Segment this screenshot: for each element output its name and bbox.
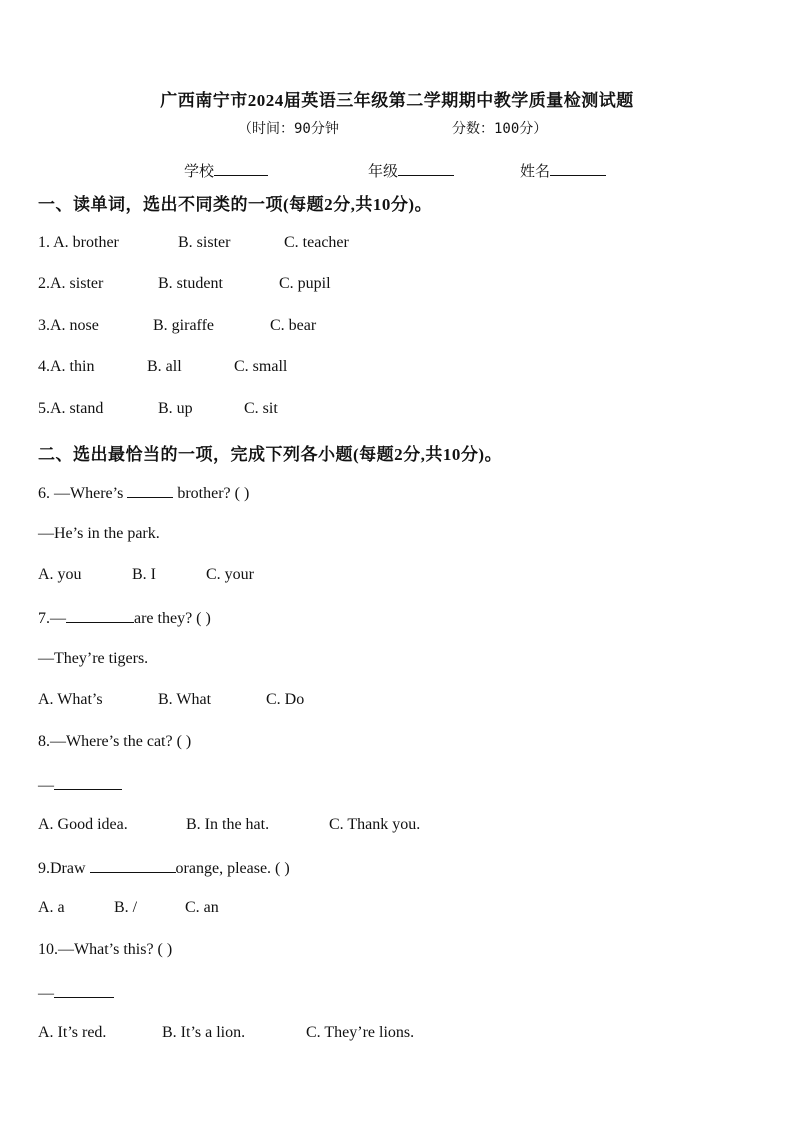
- answer-blank[interactable]: [66, 608, 134, 623]
- option-a: A. What’s: [38, 691, 103, 708]
- question-6: [38, 483, 249, 503]
- option-c: C. small: [234, 358, 288, 375]
- grade-field: [368, 160, 454, 181]
- option-b: B. sister: [178, 234, 231, 251]
- option-b: B. What: [158, 691, 212, 708]
- option-c: C. bear: [270, 317, 317, 334]
- question-number: 2.: [38, 275, 50, 292]
- school-label: 学校: [184, 164, 215, 180]
- option-b: B. I: [132, 566, 156, 583]
- school-field: [184, 160, 268, 181]
- question-number: 4.: [38, 358, 50, 375]
- option-b: B. student: [158, 275, 223, 292]
- option-a: A. stand: [50, 400, 104, 417]
- question-stem-end: brother? ( ): [173, 485, 250, 502]
- question-stem: 6. —Where’s: [38, 485, 128, 502]
- question-number: 1.: [38, 234, 54, 251]
- option-b: B. /: [114, 899, 138, 916]
- name-label: 姓名: [520, 164, 551, 180]
- option-c: C. Do: [266, 691, 305, 708]
- score-info: 分数：100分）: [452, 121, 548, 137]
- question-stem-end: orange, please. ( ): [175, 860, 290, 877]
- question-9: [38, 858, 290, 878]
- question-10-reply: [38, 983, 114, 1003]
- question-6-reply: —He’s in the park.: [38, 525, 160, 542]
- option-c: C. teacher: [284, 234, 349, 251]
- answer-blank[interactable]: [54, 983, 114, 998]
- option-c: C. Thank you.: [329, 816, 421, 833]
- question-10: 10.—What’s this? ( ): [38, 941, 173, 958]
- option-c: C. They’re lions.: [306, 1024, 415, 1041]
- option-c: C. your: [206, 566, 254, 583]
- question-7-reply: —They’re tigers.: [38, 650, 149, 667]
- question-stem-end: are they? ( ): [134, 610, 211, 627]
- grade-label: 年级: [368, 164, 399, 180]
- option-c: C. sit: [244, 400, 278, 417]
- option-c: C. an: [185, 899, 219, 916]
- question-number: 5.: [38, 400, 50, 417]
- question-stem: 7.—: [38, 610, 66, 627]
- section1-heading: 一、读单词，选出不同类的一项(每题2分,共10分)。: [38, 195, 433, 214]
- answer-blank[interactable]: [90, 858, 176, 873]
- option-a: A. Good idea.: [38, 816, 128, 833]
- question-8-reply: [38, 775, 122, 795]
- reply-dash: —: [38, 985, 54, 1002]
- answer-blank[interactable]: [127, 483, 173, 498]
- question-8: 8.—Where’s the cat? ( ): [38, 733, 192, 750]
- option-a: A. a: [38, 899, 65, 916]
- option-a: A. thin: [50, 358, 95, 375]
- option-b: B. all: [147, 358, 182, 375]
- question-7: [38, 608, 211, 628]
- question-3: [38, 317, 99, 335]
- answer-blank[interactable]: [54, 775, 122, 790]
- option-a: A. sister: [50, 275, 104, 292]
- question-number: 3.: [38, 317, 50, 334]
- option-b: B. It’s a lion.: [162, 1024, 246, 1041]
- question-2: [38, 275, 103, 293]
- question-5: [38, 400, 103, 418]
- option-b: B. giraffe: [153, 317, 215, 334]
- option-b: B. In the hat.: [186, 816, 270, 833]
- name-field: [520, 160, 606, 181]
- option-a: A. It’s red.: [38, 1024, 107, 1041]
- option-a: A. brother: [53, 234, 119, 251]
- question-1: [38, 234, 119, 252]
- question-4: [38, 358, 94, 376]
- option-b: B. up: [158, 400, 193, 417]
- grade-blank[interactable]: [398, 161, 454, 176]
- school-blank[interactable]: [214, 161, 268, 176]
- exam-title: 广西南宁市2024届英语三年级第二学期期中教学质量检测试题: [160, 91, 634, 110]
- reply-dash: —: [38, 777, 54, 794]
- name-blank[interactable]: [550, 161, 606, 176]
- option-a: A. nose: [50, 317, 99, 334]
- option-c: C. pupil: [279, 275, 331, 292]
- time-info: （时间：90分钟: [238, 121, 339, 137]
- section2-heading: 二、选出最恰当的一项，完成下列各小题(每题2分,共10分)。: [38, 445, 503, 464]
- option-a: A. you: [38, 566, 82, 583]
- question-stem: 9.Draw: [38, 860, 90, 877]
